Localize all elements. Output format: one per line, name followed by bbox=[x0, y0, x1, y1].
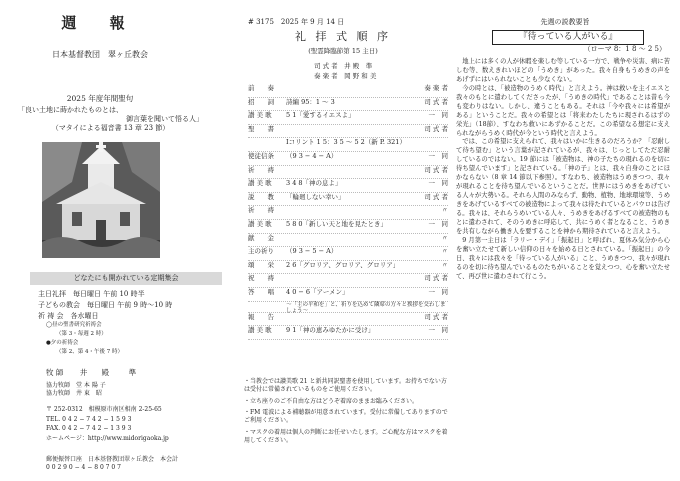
order-value: （9 3 − 4 − A） bbox=[286, 151, 338, 160]
order-row bbox=[248, 152, 448, 166]
order-performer: 〃 bbox=[441, 260, 448, 269]
order-row bbox=[248, 166, 448, 180]
left-column bbox=[0, 0, 228, 481]
sermon-paragraph-3: では、この希望に支えられて、我々はいかに生きるのだろうか？「忍耐して待ち望む」という言葉が記されているが、我々は、じっとしてただ忍耐しているのではない。19 節には「被造物は、神の子たちの現れるのを切に待ち望んでいます」と記されている。「神の子」とは、我々自身のことにほかならない（8 章 14 節以下参照）。すなわち、被造物はうめきつつ、我々が現れることを待ち望んでいるということだ。世界にはうめきをあげている人々が大勢いる。それら人間のみならず、動物、植物、地球環境等、うめきをあげているすべての被造物によって我々は待たれているとパウロは告げる。我々は、それらうめいている人々、うめきをあげるすべての被造物のもとに遣わされて、そのうめきに呼応して、共にうめく者となること、うめきを共有しながら働き人を要することを神から期待されていると言えよう。 bbox=[456, 138, 670, 235]
sermon-verse: （ローマ 8：1 8 〜 2 5） bbox=[583, 45, 666, 53]
order-performer: 司 式 者 bbox=[424, 97, 448, 106]
note-1: ・当教会では讃美歌 21 と新共同訳聖書を使用しています。お持ちでない方は受付に常備されているものをご使用ください。 bbox=[244, 378, 447, 393]
order-row bbox=[248, 206, 448, 220]
order-performer: 司 式 者 bbox=[424, 165, 448, 174]
service-children: 子どもの教会 毎日曜日 午前 9 時〜10 時 bbox=[38, 300, 173, 309]
order-row bbox=[248, 302, 448, 313]
open-meetings-banner: どなたにも開かれている定期集会 bbox=[30, 272, 222, 285]
order-row bbox=[248, 234, 448, 248]
homepage: ホームページ：http://www.midorigaoka.jp bbox=[46, 434, 169, 442]
contact-info bbox=[46, 406, 226, 444]
order-performer: 司 式 者 bbox=[424, 274, 448, 283]
sermon-paragraph-2: 今の時とは、「被造物のうめく時代」と言えよう。神は救いを主イエスと我々のもとに遣わしてくださったが、「うめきの時代」であることは昔も今も変わりはない。しかし、違うこともある。それは「今や我々には希望がある」ということだ。我々の希望とは「将来わたしたちに現されるはずの栄光」（18節）、すなわち救いにあずかることだ。この希望なる想定に支えられながらうめく時代が今という時代と言えよう。 bbox=[456, 84, 670, 137]
coworkers bbox=[46, 382, 206, 397]
order-performer: 一 同 bbox=[428, 179, 448, 188]
order-performer: 司 式 者 bbox=[424, 192, 448, 201]
order-performer: 一 同 bbox=[428, 151, 448, 160]
order-label: 祈 祷 bbox=[248, 165, 274, 174]
order-label: 聖 書 bbox=[248, 124, 274, 133]
order-label: 献 金 bbox=[248, 233, 274, 242]
postal-line-2: 0 0 2 9 0 − 4 − 8 0 7 0 7 bbox=[46, 463, 121, 471]
order-row bbox=[248, 261, 448, 275]
prayer-sub-1: ◯昼の聖書研究祈祷会 bbox=[46, 322, 102, 329]
sermon-paragraph-4: 9 月第一主日は「ラリー・デイ」「振起日」と呼ばれ、夏休み気分から心を奮い立たせて新しい信仰の日々を始める日とされている。「振起日」の今日、我々には我々を「待っている人がいる」こと、うめきつつ、我々が現れるのを切に待ち望んでいるものたちがいることを覚えつつ、心を奮い立たせて、再び世に遣わされて行こう。 bbox=[456, 236, 670, 280]
note-2: ・立ち座りのご不自由な方はどうぞ着席のままお臨みください。 bbox=[244, 397, 419, 405]
order-label: 主の祈り bbox=[248, 247, 274, 256]
church-woodcut-image bbox=[42, 142, 160, 258]
order-label: 報 告 bbox=[248, 312, 274, 321]
address: 〒 252-0312 相模原市南区相南 2-25-65 bbox=[46, 406, 162, 413]
prayer-sub-2: （第 3・毎週 2 時） bbox=[56, 331, 107, 338]
order-row bbox=[248, 84, 448, 98]
order-row bbox=[248, 274, 448, 288]
order-label: 説 教 bbox=[248, 192, 274, 201]
order-label: 讃 美 歌 bbox=[248, 219, 272, 228]
notes bbox=[244, 378, 450, 449]
order-label: 祝 祷 bbox=[248, 274, 274, 283]
order-label: 祈 祷 bbox=[248, 206, 274, 215]
motto-line-3: （マタイによる福音書 13 章 23 節） bbox=[51, 123, 170, 132]
order-row bbox=[248, 326, 448, 340]
order-row bbox=[248, 98, 448, 112]
postal-line-1: 郵便振替口座 日本基督教団翠ヶ丘教会 本会計 bbox=[46, 456, 179, 463]
order-row bbox=[248, 179, 448, 193]
order-row bbox=[248, 220, 448, 234]
order-label: 讃 美 歌 bbox=[248, 111, 272, 120]
order-value: 〜「主の平和を」と、祈りを込めて隣席の方々と挨拶を交わしましょう〜 bbox=[286, 301, 446, 315]
issue-number: # 3175 2025 年 9 月 14 日 bbox=[248, 18, 345, 26]
yearly-verse bbox=[18, 106, 203, 132]
order-label: 招 詞 bbox=[248, 97, 274, 106]
order-performer: 一 同 bbox=[428, 287, 448, 296]
order-row bbox=[248, 125, 448, 139]
order-value: 9 1「神の恵みゆたかに受け」 bbox=[286, 326, 375, 335]
order-of-service bbox=[248, 84, 448, 340]
order-row bbox=[248, 313, 448, 327]
prayer-sub-3: ●夕の祈祷会 bbox=[46, 340, 79, 346]
order-row bbox=[248, 288, 448, 302]
order-row bbox=[248, 111, 448, 125]
bulletin-title: 週 報 bbox=[61, 14, 139, 32]
regular-services bbox=[38, 290, 218, 358]
order-value: 5 8 0「新しい天と地を見たとき」 bbox=[286, 219, 388, 228]
order-value: 2 6「グロリア、グロリア、グロリア」 bbox=[286, 260, 400, 269]
order-value: 4 0 − 6「アーメン」 bbox=[286, 287, 349, 296]
middle-column bbox=[230, 0, 448, 481]
sermon-body bbox=[456, 58, 670, 281]
order-label: 頌 栄 bbox=[248, 260, 274, 269]
motto-line-1: 「良い土地に蒔かれたものとは、 bbox=[18, 106, 123, 114]
order-value: 5 1「愛するイエスよ」 bbox=[286, 111, 355, 120]
yearly-verse-heading: 2025 年度年間聖句 bbox=[66, 94, 134, 103]
motto-line-2: 御言葉を聞いて悟る人」 bbox=[126, 114, 203, 123]
right-column bbox=[452, 0, 680, 481]
order-value: （9 3 − 5 − A） bbox=[286, 247, 338, 256]
order-label: 讃 美 歌 bbox=[248, 179, 272, 188]
sermon-paragraph-1: 地上には多くの人が休暇を楽しむ等している一方で、戦争や災害、病に苦しむ等、数えきれいほどの「うめき」があった。我々自身もうめきの声をあげずにはいられないことも少なくない。 bbox=[456, 58, 670, 83]
church-name: 日本基督教団 翠ヶ丘教会 bbox=[52, 50, 148, 59]
order-label: 讃 美 歌 bbox=[248, 326, 272, 335]
coworker-2: 協力牧師 井 東 昭 bbox=[46, 389, 102, 397]
order-performer: 司 式 者 bbox=[424, 312, 448, 321]
phone: TEL. 0 4 2 − 7 4 2 − 1 5 9 3 bbox=[46, 415, 132, 423]
order-value: 「輪廻しない幸い」 bbox=[286, 192, 345, 201]
order-label: 使徒信条 bbox=[248, 151, 274, 160]
order-performer: 一 同 bbox=[428, 111, 448, 120]
sermon-title: 『待っている人がいる』 bbox=[492, 30, 644, 45]
service-roles bbox=[314, 62, 444, 82]
order-performer: 奏 楽 者 bbox=[424, 84, 448, 92]
service-prayer: 祈 祷 会 各水曜日 bbox=[38, 311, 99, 320]
order-label: 前 奏 bbox=[248, 84, 274, 92]
order-value: 3 4 8「神の息よ」 bbox=[286, 179, 342, 188]
pastor-name: 井 殿 準 bbox=[79, 368, 143, 377]
order-performer: 〃 bbox=[441, 206, 448, 215]
role-organist: 奏 楽 者 岡 野 和 美 bbox=[314, 72, 377, 81]
role-presider: 司 式 者 井 殿 準 bbox=[314, 62, 373, 70]
prayer-sub-4: （第 2、第 4・午後 7 時） bbox=[56, 348, 123, 355]
worship-order-title: 礼 拝 式 順 序 bbox=[295, 30, 391, 43]
coworker-1: 協力牧師 堂 本 陽 子 bbox=[46, 382, 106, 389]
liturgical-season: (聖霊降臨節第 15 主日) bbox=[308, 47, 378, 55]
postal-account bbox=[46, 456, 226, 471]
order-performer: 司 式 者 bbox=[424, 124, 448, 133]
order-value: Ⅰコリント 1 5：3 5 〜 5 2（新 P. 321） bbox=[286, 138, 406, 147]
order-row bbox=[248, 138, 448, 152]
service-sunday: 主日礼拝 毎日曜日 午前 10 時半 bbox=[38, 290, 145, 298]
church-illustration-icon bbox=[42, 142, 160, 258]
order-performer: 一 同 bbox=[428, 326, 448, 335]
pastor-block bbox=[46, 368, 206, 377]
order-performer: 一 同 bbox=[428, 219, 448, 228]
order-row bbox=[248, 247, 448, 261]
order-row bbox=[248, 193, 448, 207]
order-performer: 〃 bbox=[441, 233, 448, 242]
fax: FAX. 0 4 2 − 7 4 2 − 1 3 9 3 bbox=[46, 425, 132, 432]
order-value: 詩編 95：1 〜 3 bbox=[286, 97, 335, 106]
order-label: 答 唱 bbox=[248, 287, 274, 296]
note-4: ・マスクの着用は個人の判断にお任せいたします。ご心配な方はマスクを着用してください。 bbox=[244, 428, 448, 444]
sermon-heading: 先週の説教要旨 bbox=[540, 18, 590, 26]
pastor-label: 牧 師 bbox=[46, 368, 64, 377]
order-performer: 〃 bbox=[441, 247, 448, 256]
note-3: ・FM 電波による補聴器が用意されています。受付に常備してありますのでご利用ください。 bbox=[244, 409, 448, 425]
